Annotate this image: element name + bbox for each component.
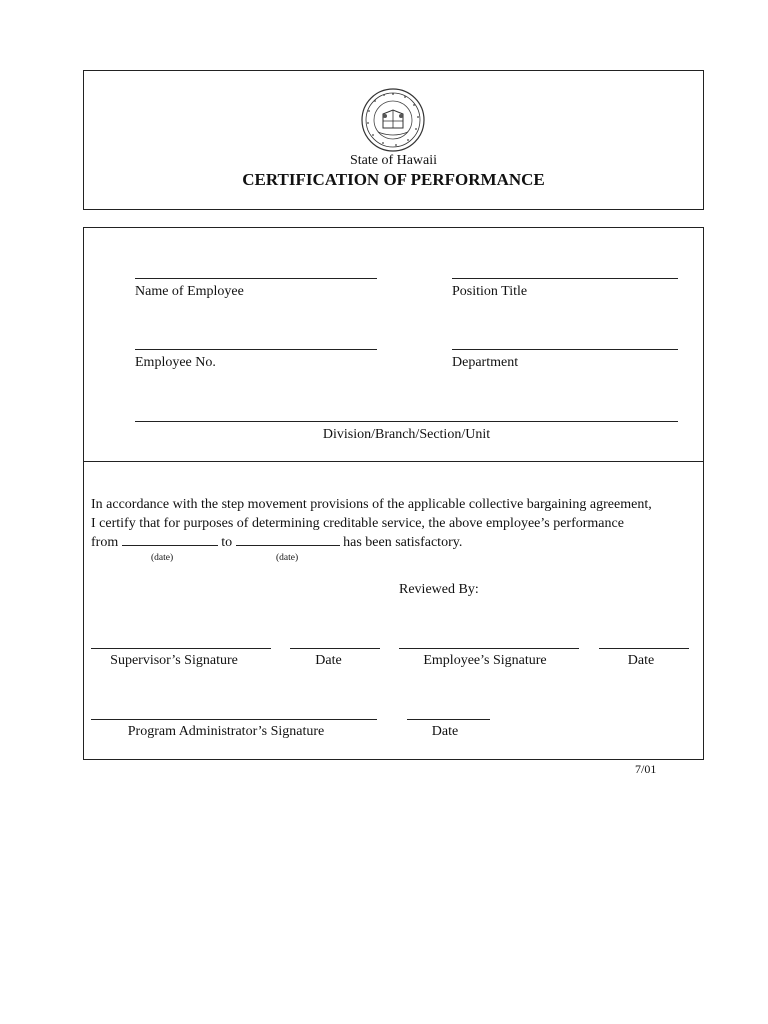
certification-statement: [91, 496, 701, 553]
admin-signature-line[interactable]: [91, 719, 377, 720]
admin-signature-label: Program Administrator’s Signature: [127, 724, 325, 739]
reviewed-by-label: Reviewed By:: [399, 582, 479, 597]
certification-line-1: In accordance with the step movement provisions of the applicable collective bargaining agreement,: [91, 497, 652, 512]
state-seal-icon: [361, 88, 425, 152]
supervisor-date-label: Date: [315, 653, 342, 668]
position-title-label: Position Title: [452, 284, 528, 299]
supervisor-signature-line[interactable]: [91, 648, 271, 649]
employee-no-label: Employee No.: [135, 355, 216, 370]
employee-date-label: Date: [627, 653, 655, 668]
from-date-blank[interactable]: [122, 533, 218, 546]
division-label: Division/Branch/Section/Unit: [322, 427, 491, 442]
form-title: CERTIFICATION OF PERFORMANCE: [242, 170, 545, 189]
certification-line-2: I certify that for purposes of determining creditable service, the above employee’s performance: [91, 515, 624, 531]
satisfactory-text: has been satisfactory.: [343, 535, 463, 550]
from-word: from: [91, 535, 119, 550]
employee-name-line[interactable]: [135, 278, 377, 279]
from-date-hint: (date): [151, 553, 174, 563]
position-title-line[interactable]: [452, 278, 678, 279]
department-line[interactable]: [452, 349, 678, 350]
supervisor-date-line[interactable]: [290, 648, 380, 649]
employee-name-label: Name of Employee: [135, 284, 244, 299]
admin-date-line[interactable]: [407, 719, 490, 720]
employee-signature-line[interactable]: [399, 648, 579, 649]
department-label: Department: [452, 355, 519, 370]
division-line[interactable]: [135, 421, 678, 422]
to-word: to: [221, 535, 233, 550]
supervisor-signature-label: Supervisor’s Signature: [110, 653, 238, 668]
revision-date: 7/01: [635, 762, 657, 776]
admin-date-label: Date: [431, 724, 459, 739]
employee-date-line[interactable]: [599, 648, 689, 649]
certification-line-3: [91, 533, 701, 553]
employee-signature-label: Employee’s Signature: [423, 653, 547, 668]
employee-no-line[interactable]: [135, 349, 377, 350]
to-date-hint: (date): [276, 553, 299, 563]
to-date-blank[interactable]: [236, 533, 340, 546]
state-name: State of Hawaii: [349, 153, 438, 168]
